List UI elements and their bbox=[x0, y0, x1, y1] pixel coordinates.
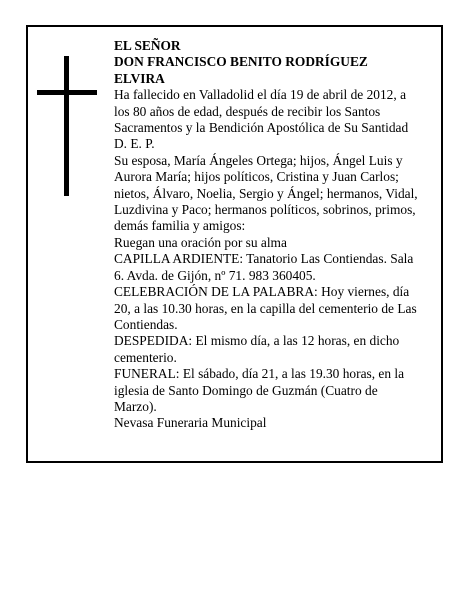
obituary-text bbox=[114, 38, 419, 432]
heading-title: EL SEÑOR bbox=[114, 38, 181, 53]
funeral-home: Nevasa Funeraria Municipal bbox=[114, 415, 267, 431]
funeral-mass-info: FUNERAL: El sábado, día 21, a las 19.30 horas, en la iglesia de Santo Domingo de Guzmán (Cuatro de Marzo). bbox=[114, 366, 405, 414]
latin-cross-icon bbox=[37, 56, 97, 196]
funeral-chapel-info: CAPILLA ARDIENTE: Tanatorio Las Contiendas. Sala 6. Avda. de Gijón, nº 71. 983 360405. bbox=[114, 251, 414, 283]
deceased-name: DON FRANCISCO BENITO RODRÍGUEZ ELVIRA bbox=[114, 54, 368, 86]
death-announcement: Ha fallecido en Valladolid el día 19 de abril de 2012, a los 80 años de edad, después de recibir los Santos Sacramentos y la Bendición Apostólica de Su Santidad D. E. P. bbox=[114, 87, 409, 152]
prayer-request: Ruegan una oración por su alma bbox=[114, 234, 287, 250]
cross-vertical-bar bbox=[64, 56, 69, 196]
family-list: Su esposa, María Ángeles Ortega; hijos, Ángel Luis y Aurora María; hijos políticos, Cristina y Juan Carlos; nietos, Álvaro, Noelia, Sergio y Ángel; hermanos, Vidal, Luzdivina y Paco; hermanos políticos, sobrinos, primos, demás familia y amigos: bbox=[114, 152, 418, 234]
farewell-info: DESPEDIDA: El mismo día, a las 12 horas, en dicho cementerio. bbox=[114, 333, 400, 365]
ceremony-info: CELEBRACIÓN DE LA PALABRA: Hoy viernes, día 20, a las 10.30 horas, en la capilla del cementerio de Las Contiendas. bbox=[114, 284, 417, 332]
cross-horizontal-bar bbox=[37, 90, 97, 95]
